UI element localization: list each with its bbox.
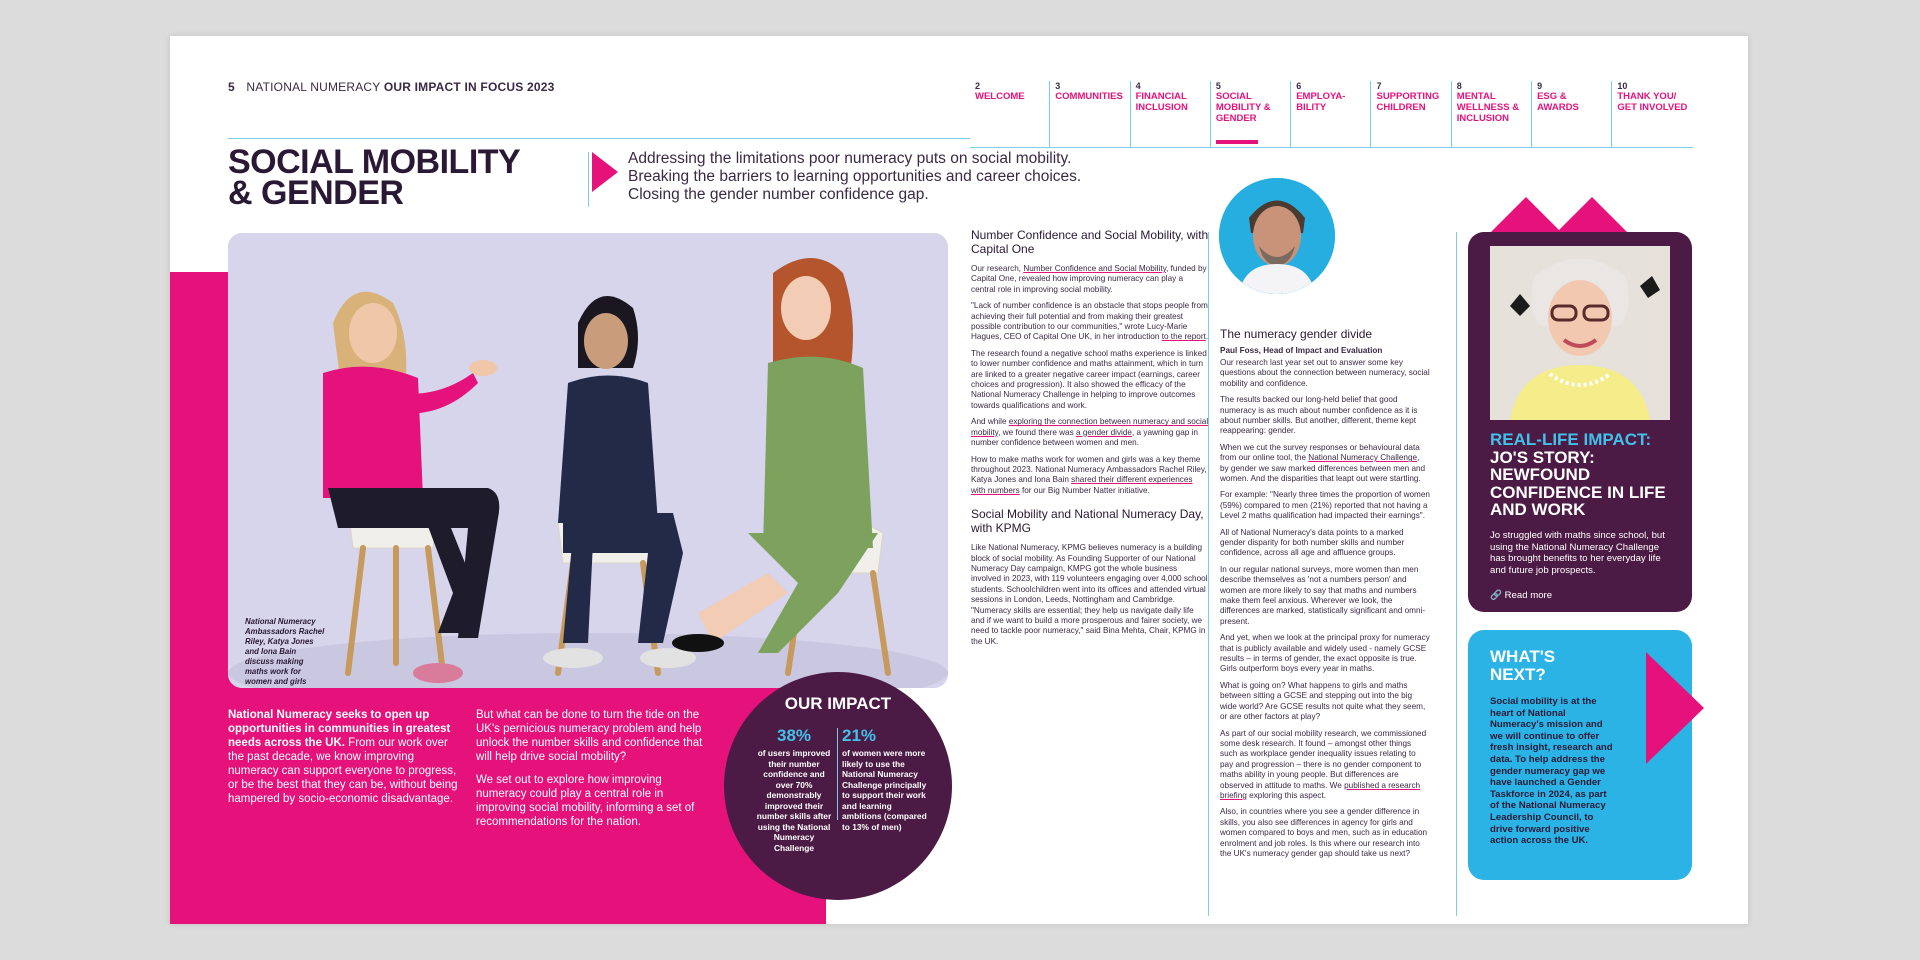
page-title <box>228 143 548 212</box>
jos-story-card <box>1468 232 1692 612</box>
article-paragraph <box>971 455 1209 497</box>
impact-stat-value: 38% <box>776 726 812 745</box>
tab-number: 6 <box>1296 81 1302 91</box>
tab-number: 9 <box>1537 81 1543 91</box>
article-paragraph <box>971 264 1209 295</box>
tab-label: ESG & AWARDS <box>1537 91 1579 113</box>
tab-social-mobility-gender[interactable] <box>1211 81 1291 147</box>
article-paragraph: Our research last year set out to answer some key questions about the connection between numeracy, social mobility and confidence. <box>1220 357 1430 388</box>
impact-stat-1 <box>754 726 834 853</box>
tab-number: 10 <box>1617 81 1628 91</box>
report-page <box>170 36 1748 924</box>
text-run: Our research, <box>971 264 1024 273</box>
tab-welcome[interactable] <box>970 81 1050 147</box>
tab-esg-awards[interactable] <box>1532 81 1612 147</box>
impact-stat-2 <box>842 726 928 832</box>
our-impact-circle <box>724 672 952 900</box>
column-divider <box>1456 232 1457 916</box>
jo-portrait <box>1490 246 1670 420</box>
woman-portrait-illustration <box>1490 246 1670 420</box>
story-title-blue: REAL-LIFE IMPACT: <box>1490 430 1652 449</box>
text-run: How to make maths work for women and girls was a key theme throughout 2023. National Numeracy Ambassadors Rachel Riley, Katya Jones and Iona Bain <box>971 454 1207 485</box>
tab-label: SUPPORTING CHILDREN <box>1376 91 1440 113</box>
tab-number: 4 <box>1135 81 1141 91</box>
lede-paragraph: We set out to explore how improving numeracy could play a central role in improving social mobility, informing a set of recommendations for the nation. <box>476 774 695 828</box>
article-paragraph: What is going on? What happens to girls and maths between sitting a GCSE and stepping out into the big wide world? Are GCSE results not quite what they seem, or are other factors at play? <box>1220 680 1426 722</box>
article-paragraph: Also, in countries where you see a gender difference in skills, you also see differences in agency for girls and women compared to boys and men, such as in education enrolment and job roles. Is this where our research into the UK's numeracy gender gap should take us next? <box>1220 807 1428 858</box>
story-title-white: JO'S STORY: NEWFOUND CONFIDENCE IN LIFE AND WORK <box>1490 447 1666 519</box>
experiences-link[interactable]: shared their different experiences with numbers <box>971 475 1193 495</box>
article-paragraph <box>1220 729 1430 802</box>
text-run: for our Big Number Natter initiative. <box>1019 485 1150 495</box>
article-paragraph <box>971 417 1209 448</box>
lede-column-2 <box>476 708 708 829</box>
text-run: , a yawning gap in number confidence between women and men. <box>971 427 1198 448</box>
tab-supporting-children[interactable] <box>1371 81 1451 147</box>
section-intro <box>628 150 1088 204</box>
tab-label: MENTAL WELLNESS & INCLUSION <box>1456 91 1520 124</box>
tab-number: 7 <box>1376 81 1382 91</box>
column-divider <box>1205 232 1209 916</box>
title-line: SOCIAL MOBILITY <box>228 143 521 181</box>
read-more-link[interactable] <box>1490 590 1552 601</box>
text-run: "Lack of number confidence is an obstacle that stops people from achieving their full potential and from making their greatest possible contribution to our communities," wrote Lucy-Marie Hagues, CEO of Capital One UK, in her introduction <box>971 301 1208 342</box>
link-icon: 🔗 <box>1490 590 1502 601</box>
impact-divider <box>837 728 838 820</box>
text-run: , funded by Capital One, revealed how improving numeracy can play a central role in improving social mobility. <box>971 264 1207 294</box>
photo-caption: National Numeracy Ambassadors Rachel Riley, Katya Jones and Iona Bain discuss making maths work for women and girls <box>245 617 325 686</box>
tab-communities[interactable] <box>1050 81 1130 147</box>
triangle-pointer-icon <box>592 152 618 192</box>
research-briefing-link[interactable]: published a research briefing <box>1220 780 1421 800</box>
tab-number: 5 <box>1215 81 1221 91</box>
text-run: , by gender we saw marked differences between men and women. And the disparities that leapt out were startling. <box>1220 453 1426 483</box>
text-run: . <box>1205 332 1209 342</box>
report-link[interactable]: to the report <box>1161 332 1206 342</box>
impact-heading: OUR IMPACT <box>784 694 892 713</box>
tab-label: COMMUNITIES <box>1055 91 1123 102</box>
triangle-right-icon <box>1646 652 1704 764</box>
lede-column-1 <box>228 708 460 806</box>
lede-paragraph: But what can be done to turn the tide on the UK's pernicious numeracy problem and help unlock the number skills and confidence that will help drive social mobility? <box>476 709 703 763</box>
publication-title: OUR IMPACT IN FOCUS 2023 <box>383 80 555 94</box>
article-heading: Number Confidence and Social Mobility, with Capital One <box>971 228 1209 256</box>
paul-foss-portrait <box>1219 178 1335 294</box>
article-paragraph: Like National Numeracy, KPMG believes numeracy is a building block of social mobility. As Founding Supporter of our National Numeracy Day campaign, KMPG got the whole business involved in 2023, with 119 volunteers engaging over 4,000 school students. Schoolchildren went into its offices and attended virtual sessions in London, Leeds, Nottingham and Cambridge. "Numeracy skills are essential; they help us navigate daily life and if we want to build a more prosperous and fairer society, we need to tackle poor numeracy," said Bina Mehta, Chair, KPMG in the UK. <box>971 543 1208 646</box>
capital-one-article <box>971 229 1209 653</box>
article-paragraph: For example: "Nearly three times the proportion of women (59%) compared to men (21%) reported that not having a Level 2 maths qualification had impacted their earnings". <box>1220 490 1430 521</box>
intro-divider <box>588 152 589 207</box>
intro-line: Breaking the barriers to learning opportunities and career choices. <box>628 168 1082 185</box>
article-paragraph: The research found a negative school maths experience is linked to lower number confidence and maths attainment, which in turn are linked to a greater negative career impact (earnings, career choices and progression). It also showed the efficacy of the National Numeracy Challenge in helping to improve outcomes towards qualifications and work. <box>971 348 1207 410</box>
three-women-seated-illustration <box>228 233 948 688</box>
lede-text: From our work over the past decade, we know improving numeracy can support everyone to progress, or be the best that they can be, without being hampered by socio-economic disadvantage. <box>228 737 458 805</box>
tab-employability[interactable] <box>1291 81 1371 147</box>
tab-financial-inclusion[interactable] <box>1131 81 1211 147</box>
page-number: 5 <box>228 80 235 94</box>
header-rule <box>228 138 970 139</box>
article-heading: Social Mobility and National Numeracy Day, with KPMG <box>971 507 1204 535</box>
ambassadors-photo <box>228 233 948 688</box>
text-run: And while <box>971 417 1009 427</box>
text-run: When we cut the survey responses or behavioural data from our online tool, the <box>1220 442 1420 463</box>
tab-thank-you[interactable] <box>1612 81 1692 147</box>
article-paragraph: In our regular national surveys, more women than men describe themselves as 'not a numbers person' and women are more likely to say that maths and numbers make them feel anxious. Wherever we look, the differences are marked, statistically significant and omni-present. <box>1220 564 1426 626</box>
gender-divide-article <box>1220 328 1430 865</box>
page-header <box>228 80 554 94</box>
title-line: & GENDER <box>228 174 404 212</box>
article-paragraph <box>971 301 1209 343</box>
article-paragraph: All of National Numeracy's data points to a marked gender disparity for both number skills and number confidence, across all age and affluence groups. <box>1220 527 1405 558</box>
text-run: As part of our social mobility research, we commissioned some desk research. It found – amongst other things such as workplace gender inequality issues relating to pay and progression – there is no gender component to maths ability in young people. But differences are observed in attitude to maths. We <box>1220 728 1427 790</box>
intro-line: Closing the gender number confidence gap. <box>628 186 929 203</box>
lede-bold: National Numeracy seeks to open up opportunities in communities in greatest needs across the UK. <box>228 709 451 749</box>
article-paragraph: The results backed our long-held belief that good numeracy is as much about number confidence as it is about number skills. But another, different, theme kept reappearing: gender. <box>1220 395 1418 436</box>
text-run: , we found there was <box>998 427 1076 437</box>
report-link[interactable]: Number Confidence and Social Mobility <box>1023 264 1167 273</box>
article-paragraph <box>1220 443 1430 485</box>
tab-label: FINANCIAL INCLUSION <box>1135 91 1188 113</box>
tab-label: SOCIAL MOBILITY & GENDER <box>1215 91 1271 124</box>
impact-stat-text: of women were more likely to use the National Numeracy Challenge principally to support their work and learning ambitions (compared to 13% of men) <box>842 748 927 832</box>
impact-stat-text: of users improved their number confidence and over 70% demonstrably improved their number skills after using the National Numeracy Challenge <box>756 748 832 853</box>
tab-number: 3 <box>1055 81 1061 91</box>
gender-divide-link[interactable]: a gender divide <box>1075 427 1132 437</box>
challenge-link[interactable]: National Numeracy Challenge <box>1308 453 1418 463</box>
tab-label: EMPLOYA-BILITY <box>1296 91 1346 113</box>
section-tabs <box>970 81 1693 148</box>
whats-next-title: WHAT'S NEXT? <box>1490 647 1556 684</box>
text-run: exploring this aspect. <box>1246 790 1327 800</box>
story-title <box>1490 431 1680 519</box>
story-body: Jo struggled with maths since school, but using the National Numeracy Challenge has brought benefits to her everyday life and future job prospects. <box>1490 530 1665 576</box>
article-heading: The numeracy gender divide <box>1220 327 1373 341</box>
publication-name: NATIONAL NUMERACY <box>246 80 381 94</box>
tab-number: 2 <box>975 81 981 91</box>
tab-label: THANK YOU/ GET INVOLVED <box>1617 91 1688 113</box>
read-more-label: Read more <box>1504 590 1553 601</box>
research-link[interactable]: exploring the connection between numeracy and social mobility <box>971 417 1209 437</box>
article-byline: Paul Foss, Head of Impact and Evaluation <box>1220 345 1383 355</box>
man-portrait-illustration <box>1219 178 1335 294</box>
tab-label: WELCOME <box>975 91 1025 102</box>
triangle-up-icon <box>1490 197 1562 233</box>
intro-line: Addressing the limitations poor numeracy puts on social mobility. <box>628 150 1072 167</box>
whats-next-body: Social mobility is at the heart of National Numeracy's mission and we will continue to offer fresh insight, research and data. To help address the gender numeracy gap we have launched a Gender Taskforce in 2024, as part of the National Numeracy Leadership Council, to drive forward positive action across the UK. <box>1490 696 1613 847</box>
impact-stat-value: 21% <box>842 726 877 745</box>
tab-mental-wellness[interactable] <box>1452 81 1532 147</box>
triangle-up-icon <box>1556 197 1628 233</box>
article-paragraph: And yet, when we look at the principal proxy for numeracy that is publicly available and widely used - namely GCSE results – in terms of gender, the exact opposite is true. Girls outperform boys every year in maths. <box>1220 633 1430 674</box>
tab-number: 8 <box>1456 81 1462 91</box>
